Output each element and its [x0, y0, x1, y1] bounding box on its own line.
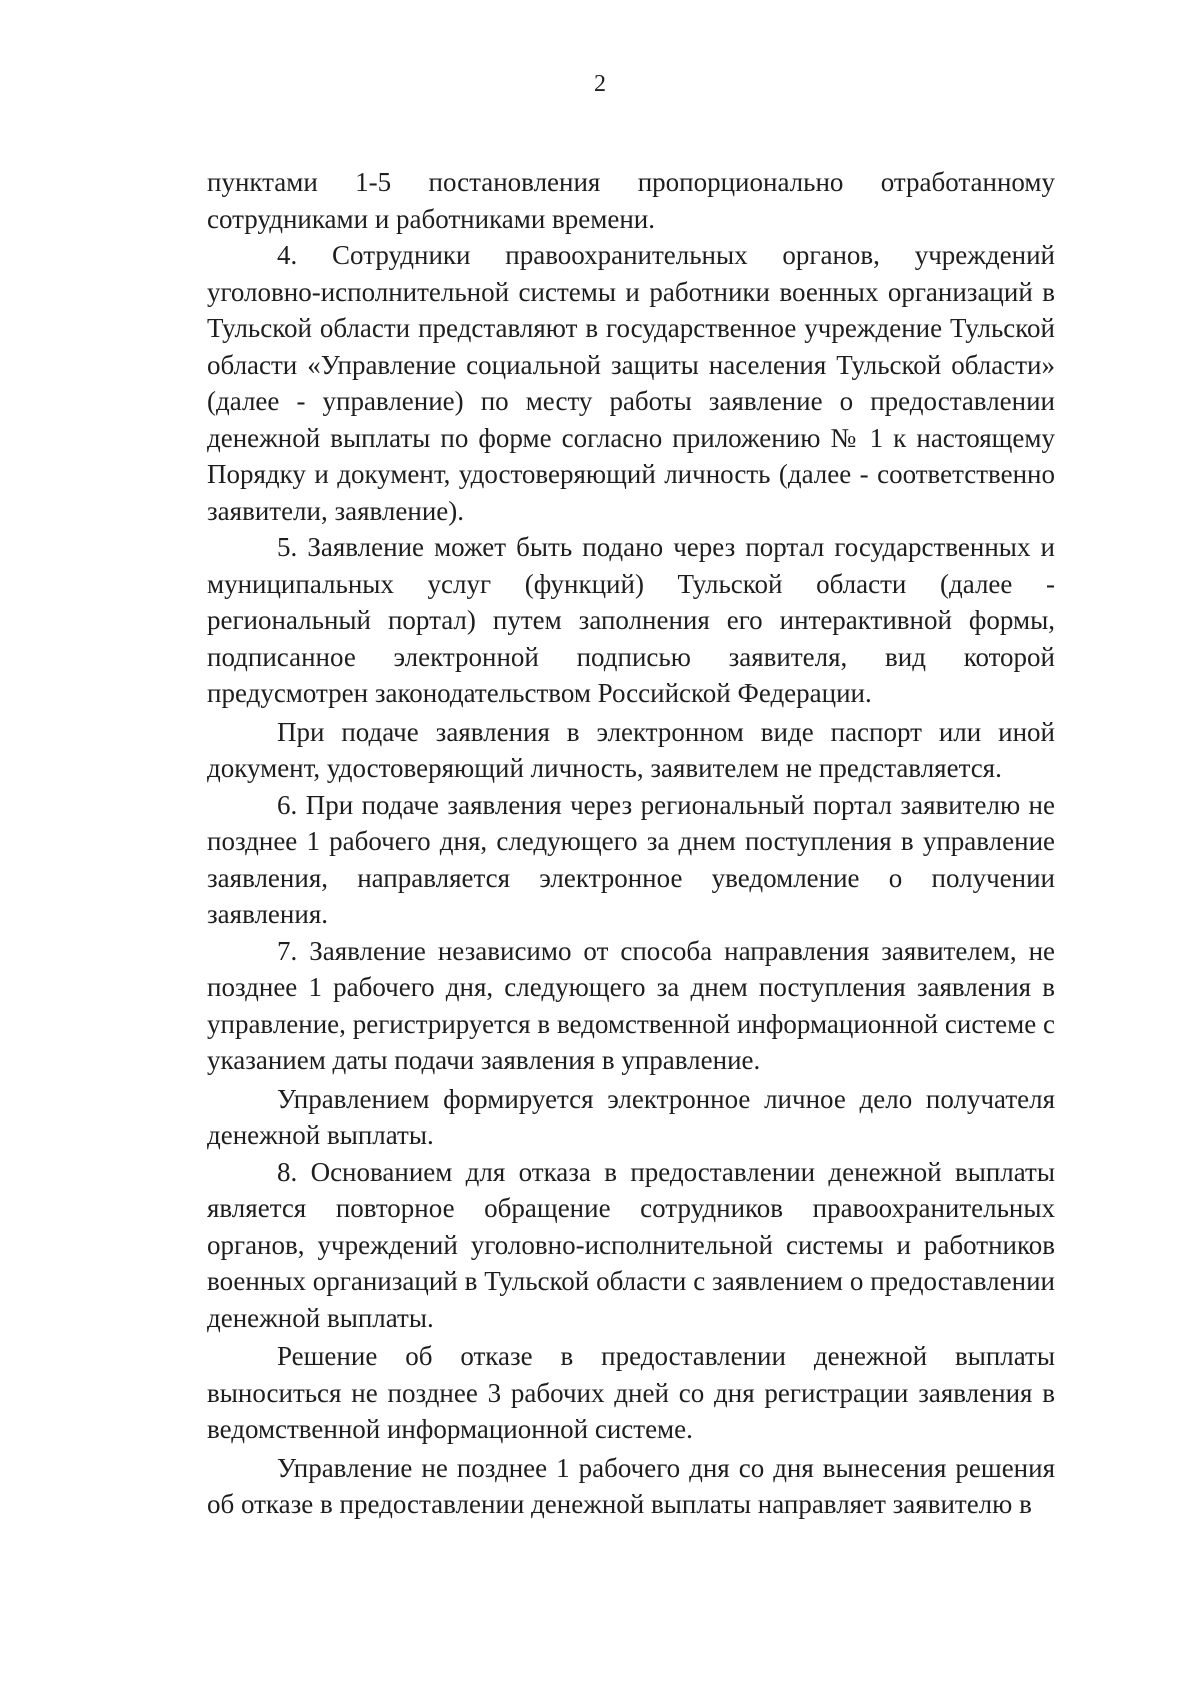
page-number: 2 [594, 71, 606, 97]
paragraph-item-6: 6. При подаче заявления через региональный портал заявителю не позднее 1 рабочего дня, следующего за днем поступления в управление заявления, направляется электронное уведомление о получении заявления. [207, 789, 1055, 929]
paragraph-item-4: 4. Сотрудники правоохранительных органов, учреждений уголовно-исполнительной системы и работники военных организаций в Тульской области представляют в государственное учреждение Тульской области «Управление социальной защиты населения Тульской области» (далее - управление) по месту работы заявление о предоставлении денежной выплаты по форме согласно приложению № 1 к настоящему Порядку и документ, удостоверяющий личность (далее - соответственно заявители, заявление). [207, 240, 1055, 526]
document-body [207, 164, 1055, 1523]
paragraph-refusal-decision: Решение об отказе в предоставлении денежной выплаты выноситься не позднее 3 рабочих дней со дня регистрации заявления в ведомственной информационной системе. [207, 1341, 1055, 1444]
paragraph-refusal-notice: Управление не позднее 1 рабочего дня со дня вынесения решения об отказе в предоставлении денежной выплаты направляет заявителю в [207, 1452, 1055, 1519]
paragraph-item-5: 5. Заявление может быть подано через портал государственных и муниципальных услуг (функций) Тульской области (далее - региональный портал) путем заполнения его интерактивной формы, подписанное электронной подписью заявителя, вид которой предусмотрен законодательством Российской Федерации. [207, 532, 1055, 708]
paragraph-personal-file: Управлением формируется электронное личное дело получателя денежной выплаты. [207, 1083, 1055, 1150]
paragraph-electronic-submission: При подаче заявления в электронном виде паспорт или иной документ, удостоверяющий личность, заявителем не представляется. [207, 716, 1055, 783]
paragraph-item-8: 8. Основанием для отказа в предоставлении денежной выплаты является повторное обращение сотрудников правоохранительных органов, учреждений уголовно-исполнительной системы и работников военных организаций в Тульской области с заявлением о предоставлении денежной выплаты. [207, 1156, 1055, 1333]
paragraph-continuation: пунктами 1-5 постановления пропорционально отработанному сотрудниками и работниками времени. [207, 167, 1055, 234]
paragraph-item-7: 7. Заявление независимо от способа направления заявителем, не позднее 1 рабочего дня, следующего за днем поступления заявления в управление, регистрируется в ведомственной информационной системе с указанием даты подачи заявления в управление. [207, 935, 1055, 1075]
